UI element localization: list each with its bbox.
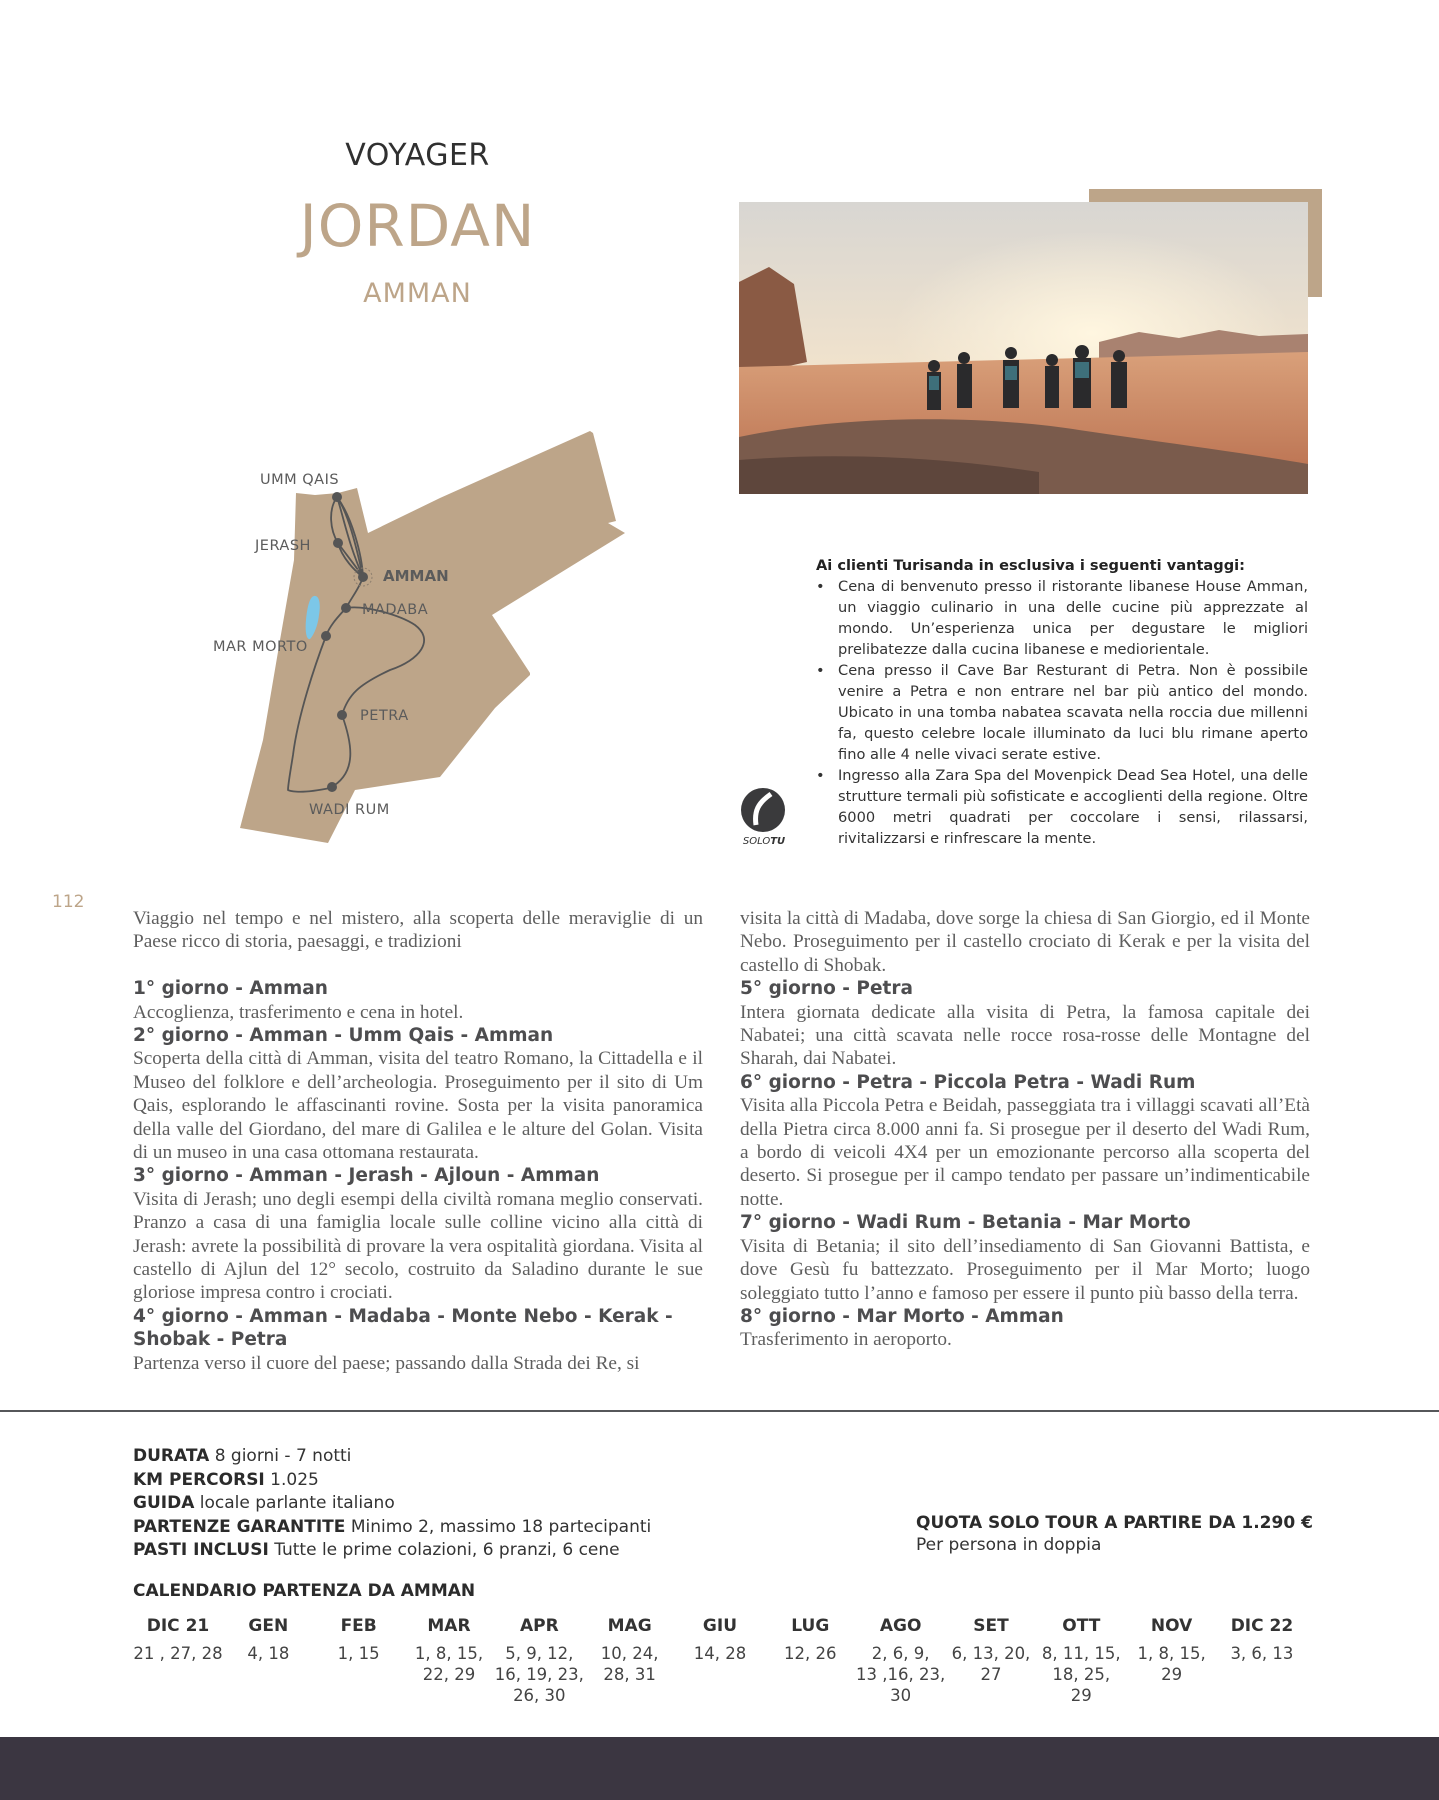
departure-calendar: [133, 1612, 1307, 1706]
calendar-month: APR: [519, 1616, 559, 1636]
spacer: [133, 954, 703, 977]
series-title: VOYAGER: [345, 138, 490, 173]
calendar-dates-line: 12, 26: [784, 1644, 837, 1663]
calendar-month: FEB: [340, 1616, 377, 1636]
calendar-dates-line: 22, 29: [422, 1665, 476, 1684]
calendar-dates: [1036, 1643, 1126, 1706]
calendar-month: AGO: [879, 1616, 922, 1636]
wadi-rum-dot: [327, 782, 337, 792]
jordan-land-shape: [240, 431, 625, 843]
info-km: [133, 1469, 651, 1493]
price-title: QUOTA SOLO TOUR A PARTIRE DA 1.290 €: [916, 1513, 1313, 1533]
day-5-text: Intera giornata dedicate alla visita di Petra, la famosa capitale dei Nabatei; una città scavata nelle rocce rosa-rosse delle Montagne del Sharah, dai Nabatei.: [740, 1001, 1310, 1070]
info-partenze: [133, 1516, 651, 1540]
petra-dot: [337, 710, 347, 720]
calendar-column: [133, 1612, 223, 1706]
day-1-title: 1° giorno - Amman: [133, 978, 328, 1000]
benefits-title: Ai clienti Turisanda in esclusiva i seguenti vantaggi:: [816, 557, 1246, 574]
map-label-umm-qais: UMM QAIS: [260, 472, 340, 488]
calendar-dates-line: 28, 31: [603, 1665, 656, 1684]
day-6-text: Visita alla Piccola Petra e Beidah, passeggiata tra i villaggi scavati all’Età della Pietra circa 8.000 anni fa. Si prosegue per il deserto del Wadi Rum, a bordo di veicoli 4X4 per un emozionante percorso alla scoperta del deserto. Si prosegue per il campo tendato per passare un’indimenticabile notte.: [740, 1095, 1310, 1210]
info-guida-label: GUIDA: [133, 1493, 195, 1513]
day-7-title: 7° giorno - Wadi Rum - Betania - Mar Morto: [740, 1212, 1191, 1234]
calendar-month: GIU: [702, 1616, 738, 1636]
calendar-month: DIC 21: [146, 1616, 210, 1636]
calendar-dates-line: 18, 25,: [1052, 1665, 1111, 1684]
calendar-month: NOV: [1150, 1616, 1193, 1636]
map-label-wadi-rum: WADI RUM: [309, 802, 390, 818]
calendar-dates: [1127, 1643, 1217, 1685]
calendar-month: SET: [973, 1616, 1009, 1636]
info-km-label: KM PERCORSI: [133, 1469, 265, 1490]
info-durata-value: 8 giorni - 7 notti: [214, 1446, 352, 1466]
calendar-column: [494, 1612, 584, 1706]
calendar-dates-line: 1, 8, 15,: [414, 1644, 484, 1663]
calendar-column: [856, 1612, 946, 1706]
benefit-item: • Cena presso il Cave Bar Resturant di Petra. Non è possibile venire a Petra e non entrare nel bar più antico del mondo. Ubicato in una tomba nabatea scavata nella roccia due millenni fa, questo celebre locale illuminato da luci blu rimane aperto fino alle 4 nelle vivaci serate estive.: [838, 660, 1308, 765]
solotu-logo-text-a: SOLO: [742, 836, 771, 847]
calendar-column: [946, 1612, 1036, 1706]
desert-hikers-photo: [739, 202, 1308, 494]
calendar-month: LUG: [791, 1616, 830, 1636]
calendar-dates: [314, 1643, 404, 1664]
info-pasti-label: PASTI INCLUSI: [133, 1540, 269, 1560]
calendar-month: DIC 22: [1230, 1616, 1294, 1636]
calendar-dates-line: 3, 6, 13: [1230, 1644, 1294, 1663]
calendar-dates-line: 1, 8, 15,: [1137, 1644, 1206, 1663]
calendar-dates-line: 6, 13, 20,: [951, 1644, 1031, 1663]
calendar-column: [404, 1612, 494, 1706]
amman-dot: [358, 572, 368, 582]
map-label-amman: AMMAN: [383, 567, 449, 585]
day-2-title: 2° giorno - Amman - Umm Qais - Amman: [133, 1025, 554, 1047]
calendar-dates-line: 2, 6, 9,: [871, 1644, 930, 1663]
calendar-column: [1127, 1612, 1217, 1706]
calendar-title: CALENDARIO PARTENZA DA AMMAN: [133, 1581, 476, 1601]
day-7-text: Visita di Betania; il sito dell’insediamento di San Giovanni Battista, e dove Gesù fu battezzato. Proseguimento per il Mar Morto; luogo soleggiato tutto l’anno e famoso per essere il punto più basso della terra.: [740, 1235, 1310, 1304]
day-5-title: 5° giorno - Petra: [740, 978, 913, 1000]
calendar-column: [314, 1612, 404, 1706]
map-label-petra: PETRA: [360, 708, 409, 724]
benefit-item: • Ingresso alla Zara Spa del Movenpick Dead Sea Hotel, una delle strutture termali più sofisticate e accoglienti della regione. Oltre 6000 metri quadrati per coccolare i sensi, rilassarsi, rivitalizzarsi e rinfrescare la mente.: [838, 765, 1308, 849]
calendar-dates-line: 27: [980, 1665, 1002, 1684]
umm-qais-dot: [332, 492, 342, 502]
jordan-route-map: [190, 425, 650, 853]
info-guida-value: locale parlante italiano: [199, 1493, 395, 1513]
info-durata: [133, 1445, 651, 1469]
itinerary-right-column: [740, 907, 1310, 1352]
calendar-dates-line: 5, 9, 12,: [505, 1644, 574, 1663]
calendar-dates-line: 30: [890, 1686, 912, 1705]
calendar-dates: [856, 1643, 946, 1706]
info-pasti-value: Tutte le prime colazioni, 6 pranzi, 6 cene: [274, 1540, 620, 1560]
map-label-mar-morto: MAR MORTO: [213, 639, 308, 655]
day-3-text: Visita di Jerash; uno degli esempi della civiltà romana meglio conservati. Pranzo a casa di una famiglia locale sulle colline vicino alla città di Jerash: avrete la possibilità di provare la vera ospitalità giordana. Visita al castello di Ajlun del 12° secolo, costruito da Saladino durante le sue gloriose impresa contro i crociati.: [133, 1188, 703, 1304]
day-1-text: Accoglienza, trasferimento e cena in hotel.: [133, 1001, 464, 1023]
solotu-logo-icon: [738, 785, 788, 835]
calendar-dates: [585, 1643, 675, 1685]
calendar-column: [1036, 1612, 1126, 1706]
day-8-title: 8° giorno - Mar Morto - Amman: [740, 1305, 1064, 1327]
calendar-dates: [765, 1643, 855, 1664]
calendar-dates-line: 4, 18: [247, 1644, 290, 1663]
calendar-dates: [494, 1643, 584, 1706]
country-title: JORDAN: [299, 192, 536, 260]
calendar-month: MAR: [427, 1616, 471, 1636]
mar-morto-dot: [321, 631, 331, 641]
itinerary-left-column: [133, 907, 703, 1375]
day-8-text: Trasferimento in aeroporto.: [740, 1329, 952, 1351]
calendar-dates: [1217, 1643, 1307, 1664]
calendar-dates-line: 29: [1070, 1686, 1092, 1705]
calendar-month: MAG: [607, 1616, 652, 1636]
map-label-jerash: JERASH: [255, 538, 311, 554]
calendar-dates-line: 16, 19, 23,: [494, 1665, 584, 1684]
calendar-dates-line: 13 ,16, 23,: [856, 1665, 946, 1684]
day-4-text-end: visita la città di Madaba, dove sorge la chiesa di San Giorgio, ed il Monte Nebo. Proseguimento per il castello crociato di Kerak e per la visita del castello di Shobak.: [740, 908, 1310, 976]
day-2-text: Scoperta della città di Amman, visita del teatro Romano, la Cittadella e il Museo del folklore e dell’archeologia. Proseguimento per il sito di Um Qais, esplorando le affascinanti rovine. Sosta per la visita panoramica della valle del Giordano, del mare di Galilea e le alture del Golan. Visita di un museo in una casa ottomana restaurata.: [133, 1048, 703, 1164]
day-4-title: 4° giorno - Amman - Madaba - Monte Nebo - Kerak - Shobak - Petra: [133, 1305, 673, 1351]
city-subtitle: AMMAN: [363, 278, 472, 309]
benefits-list: [816, 576, 1308, 849]
map-label-madaba: MADABA: [362, 602, 429, 618]
info-guida: [133, 1492, 651, 1516]
price-box: [916, 1513, 1313, 1556]
solotu-logo-text: [738, 836, 790, 847]
calendar-column: [1217, 1612, 1307, 1706]
calendar-month: GEN: [248, 1616, 289, 1636]
calendar-dates-line: 29: [1161, 1665, 1183, 1684]
info-pasti: [133, 1539, 651, 1563]
info-partenze-label: PARTENZE GARANTITE: [133, 1516, 346, 1537]
calendar-dates-line: 26, 30: [513, 1686, 566, 1705]
calendar-column: [765, 1612, 855, 1706]
day-4-text-start: Partenza verso il cuore del paese; passando dalla Strada dei Re, si: [133, 1352, 640, 1374]
calendar-column: [585, 1612, 675, 1706]
calendar-dates-line: 21 , 27, 28: [133, 1644, 223, 1663]
benefits-box: [816, 555, 1308, 849]
calendar-column: [223, 1612, 313, 1706]
tour-info: [133, 1445, 651, 1563]
day-6-title: 6° giorno - Petra - Piccola Petra - Wadi Rum: [740, 1071, 1196, 1093]
calendar-dates: [223, 1643, 313, 1664]
calendar-column: [675, 1612, 765, 1706]
jerash-dot: [333, 538, 343, 548]
madaba-dot: [341, 603, 351, 613]
calendar-dates: [133, 1643, 223, 1664]
calendar-month: OTT: [1062, 1616, 1101, 1636]
calendar-dates-line: 1, 15: [337, 1644, 380, 1663]
calendar-dates-line: 14, 28: [693, 1644, 747, 1663]
itinerary-intro: Viaggio nel tempo e nel mistero, alla scoperta delle meraviglie di un Paese ricco di storia, paesaggi, e tradizioni: [133, 908, 703, 953]
page-number: 112: [52, 892, 85, 912]
footer-bar: [0, 1737, 1439, 1800]
info-km-value: 1.025: [270, 1469, 319, 1490]
day-3-title: 3° giorno - Amman - Jerash - Ajloun - Amman: [133, 1165, 600, 1187]
price-subtitle: Per persona in doppia: [916, 1534, 1102, 1555]
info-durata-label: DURATA: [133, 1446, 210, 1466]
calendar-dates-line: 10, 24,: [600, 1644, 659, 1663]
solotu-logo-text-b: TU: [770, 836, 786, 847]
info-partenze-value: Minimo 2, massimo 18 partecipanti: [350, 1516, 652, 1537]
calendar-dates: [946, 1643, 1036, 1685]
section-divider: [0, 1410, 1439, 1412]
calendar-dates: [404, 1643, 494, 1685]
calendar-dates-line: 8, 11, 15,: [1041, 1644, 1121, 1663]
benefit-item: • Cena di benvenuto presso il ristorante libanese House Amman, un viaggio culinario in una delle cucine più apprezzate al mondo. Un’esperienza unica per degustare le migliori prelibatezze dalla cucina libanese e mediorientale.: [838, 576, 1308, 660]
calendar-dates: [675, 1643, 765, 1664]
